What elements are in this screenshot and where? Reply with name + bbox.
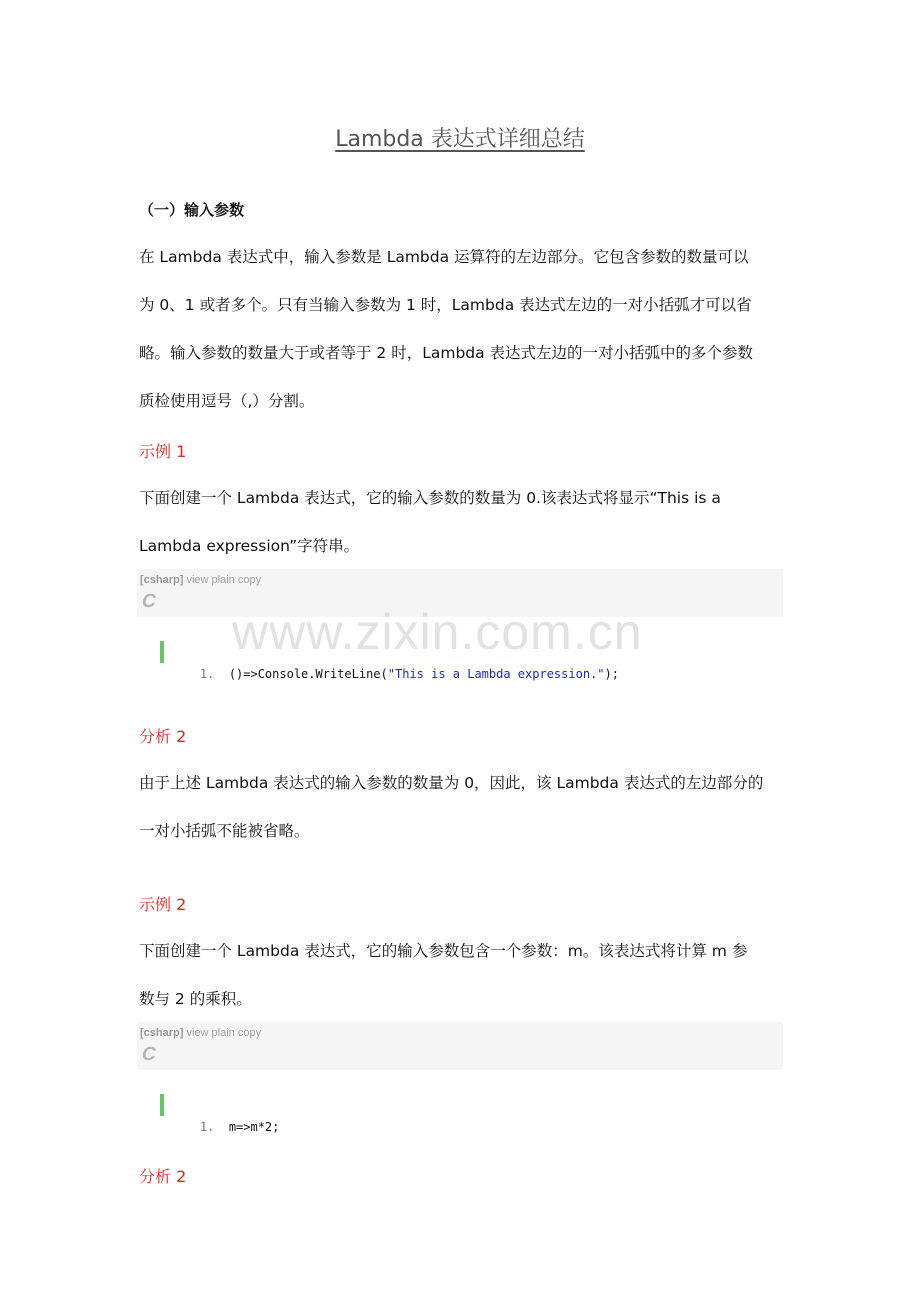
- code-toolbar-text: [140, 574, 261, 586]
- page-title: [0, 122, 920, 153]
- paragraph-line: 下面创建一个 Lambda 表达式，它的输入参数的数量为 0.该表达式将显示“This is a: [139, 489, 721, 507]
- analysis-1-text: [139, 759, 789, 855]
- section-heading: （一）输入参数: [139, 201, 245, 219]
- paragraph-line: 质检使用逗号（,）分割。: [139, 392, 315, 410]
- view-plain-copy-links[interactable]: view plain copy: [186, 1027, 262, 1039]
- paragraph-line: 由于上述 Lambda 表达式的输入参数的数量为 0，因此，该 Lambda 表达式的左边部分的: [139, 774, 764, 792]
- code-language-label: [csharp]: [140, 1027, 184, 1039]
- code-language-label: [csharp]: [140, 574, 184, 586]
- section-paragraph: [139, 233, 789, 425]
- paragraph-line: 略。输入参数的数量大于或者等于 2 时，Lambda 表达式左边的一对小括弧中的多个参数: [139, 344, 754, 362]
- code-toolbar-text: [140, 1027, 261, 1039]
- copy-c-icon[interactable]: C: [139, 1044, 158, 1065]
- code-toolbar: [137, 1022, 783, 1070]
- example-1-label: 示例 1: [139, 442, 187, 461]
- view-plain-copy-links[interactable]: view plain copy: [186, 574, 262, 586]
- code-text: ()=>Console.WriteLine(: [228, 667, 388, 681]
- code-text-end: );: [604, 667, 619, 681]
- code-string-literal: "This is a Lambda expression.": [387, 667, 605, 681]
- code-toolbar: [137, 569, 783, 617]
- code-block-line: [160, 1094, 280, 1134]
- example-2-description: [139, 927, 789, 1023]
- code-text: m=>m*2;: [228, 1120, 280, 1134]
- paragraph-line: 一对小括弧不能被省略。: [139, 822, 310, 840]
- code-line-number: 1.: [199, 1120, 215, 1134]
- watermark: www.zixin.com.cn: [232, 604, 643, 660]
- paragraph-line: 为 0、1 或者多个。只有当输入参数为 1 时，Lambda 表达式左边的一对小括弧才可以省: [139, 296, 752, 314]
- paragraph-line: 在 Lambda 表达式中，输入参数是 Lambda 运算符的左边部分。它包含参数的数量可以: [139, 248, 749, 266]
- paragraph-line: 数与 2 的乘积。: [139, 990, 252, 1008]
- paragraph-line: Lambda expression”字符串。: [139, 537, 360, 555]
- copy-c-icon[interactable]: C: [139, 591, 158, 612]
- example-1-description: [139, 474, 789, 570]
- analysis-1-label: 分析 2: [139, 727, 187, 746]
- paragraph-line: 下面创建一个 Lambda 表达式，它的输入参数包含一个参数：m。该表达式将计算 m 参: [139, 942, 748, 960]
- analysis-2-label: 分析 2: [139, 1167, 187, 1186]
- example-2-label: 示例 2: [139, 895, 187, 914]
- code-line-number: 1.: [199, 667, 215, 681]
- code-block-line: [160, 641, 619, 681]
- page-title-text: Lambda 表达式详细总结: [335, 127, 585, 152]
